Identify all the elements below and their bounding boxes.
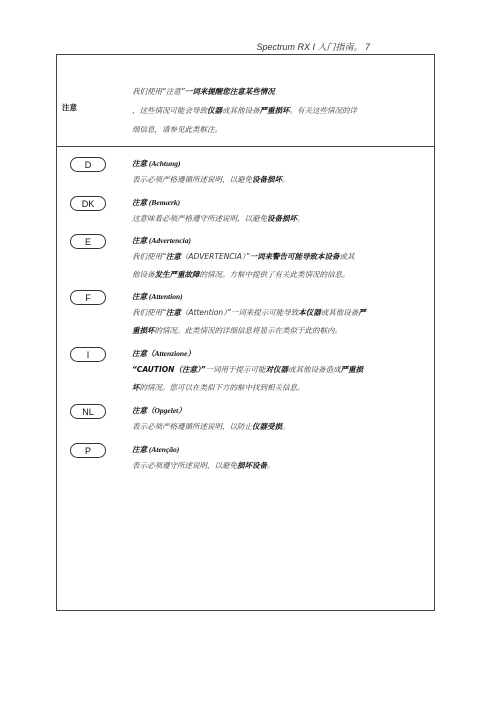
note-intro-line	[132, 82, 424, 101]
text-segment: 。	[267, 461, 275, 470]
entry-d	[132, 157, 430, 189]
emphasis-text: 损坏设备	[237, 461, 267, 470]
entry-line	[132, 457, 430, 475]
emphasis-text: 坏	[132, 383, 140, 392]
note-label: 注意	[62, 103, 77, 112]
text-segment: 或其他设备	[320, 308, 359, 317]
entry-line	[132, 266, 430, 284]
emphasis-text: 对仪器	[265, 365, 289, 374]
entry-title: 注意 (Attention)	[132, 292, 183, 301]
emphasis-text: 仪器	[207, 106, 222, 115]
emphasis-text: “CAUTION（注意）”	[132, 365, 206, 374]
note-intro-line	[132, 101, 424, 120]
entry-line	[132, 304, 430, 322]
language-badge-i: I	[70, 347, 106, 362]
emphasis-text: 本设备	[317, 252, 340, 261]
text-segment: 。有关这些情况的详	[289, 106, 357, 115]
entry-line	[132, 171, 430, 189]
text-segment: 他设备	[132, 270, 155, 279]
text-segment: 或其他设备	[222, 106, 260, 115]
entry-title: 注意 (Achtung)	[132, 159, 181, 168]
text-segment: 或其他设备造成	[288, 365, 341, 374]
text-segment: 表示必须严格遵循所述说明，以避免	[132, 175, 252, 184]
text-segment: 。	[297, 214, 305, 223]
entry-title: 注意 (Bemærk)	[132, 198, 181, 207]
entry-title: 注意（Attenzione）	[132, 349, 195, 358]
text-segment: （Attention）”一词来提示可能导致	[180, 308, 299, 317]
note-intro-line	[132, 120, 424, 139]
entry-i	[132, 347, 430, 397]
entry-line	[132, 322, 430, 340]
page-header: Spectrum RX I 入门指南。 7	[256, 42, 370, 52]
text-segment: 的情况。方框中提供了有关此类情况的信息。	[199, 270, 350, 279]
emphasis-text: 注意	[165, 308, 181, 317]
entry-dk	[132, 196, 430, 228]
emphasis-text: 设备损坏	[267, 214, 297, 223]
entry-f	[132, 290, 430, 340]
entry-line	[132, 210, 430, 228]
entry-nl	[132, 404, 430, 436]
entry-e	[132, 234, 430, 284]
text-segment: 我们使用“	[132, 308, 166, 317]
text-segment: 我们使用“注意”	[132, 87, 185, 96]
emphasis-text: 设备损坏	[252, 175, 282, 184]
entry-line	[132, 248, 430, 266]
text-segment: 的情况。您可以在类似下方的框中找到相关信息。	[139, 383, 305, 392]
text-segment: 一词用于提示可能	[205, 365, 266, 374]
language-badge-e: E	[70, 234, 106, 249]
text-segment: 。	[282, 175, 290, 184]
text-segment: 或其	[339, 252, 355, 261]
entry-line	[132, 418, 430, 436]
table-divider	[56, 146, 435, 147]
text-segment: 表示必须严格遵循所述说明，以防止	[132, 422, 252, 431]
text-segment: （ADVERTENCIA）”	[180, 252, 250, 261]
entry-title: 注意 (Atenção)	[132, 445, 180, 454]
entry-p	[132, 443, 430, 475]
emphasis-text: 一词来警告可能导致	[249, 252, 318, 261]
text-segment: 。	[282, 422, 290, 431]
text-segment: 我们使用“	[132, 252, 166, 261]
entry-title: 注意（Opgelet）	[132, 406, 186, 415]
emphasis-text: 严重损坏	[259, 106, 290, 115]
emphasis-text: 一词来提醒您注意某些情况	[184, 87, 275, 96]
emphasis-text: 本仪器	[298, 308, 321, 317]
language-badge-dk: DK	[70, 196, 106, 211]
language-badge-d: D	[70, 157, 106, 172]
emphasis-text: 严	[358, 308, 366, 317]
emphasis-text: 仪器受损	[252, 422, 282, 431]
emphasis-text: 发生严重故障	[154, 270, 200, 279]
entry-line	[132, 361, 430, 379]
entry-title: 注意 (Advertencia)	[132, 236, 191, 245]
text-segment: 表示必须遵守所述说明，以避免	[132, 461, 237, 470]
language-badge-nl: NL	[70, 404, 106, 419]
emphasis-text: 注意	[165, 252, 181, 261]
emphasis-text: 重损坏	[132, 326, 155, 335]
text-segment: 细信息，请参见此类框注。	[132, 125, 222, 134]
language-badge-f: F	[70, 290, 106, 305]
emphasis-text: 严重损	[340, 365, 364, 374]
language-badge-p: P	[70, 443, 106, 458]
text-segment: 的情况。此类情况的详细信息将显示在类似于此的框内。	[154, 326, 342, 335]
text-segment: 这意味着必须严格遵守所述说明，以避免	[132, 214, 267, 223]
note-intro-text	[132, 82, 424, 139]
text-segment: ，这些情况可能会导致	[132, 106, 207, 115]
entry-line	[132, 379, 430, 397]
